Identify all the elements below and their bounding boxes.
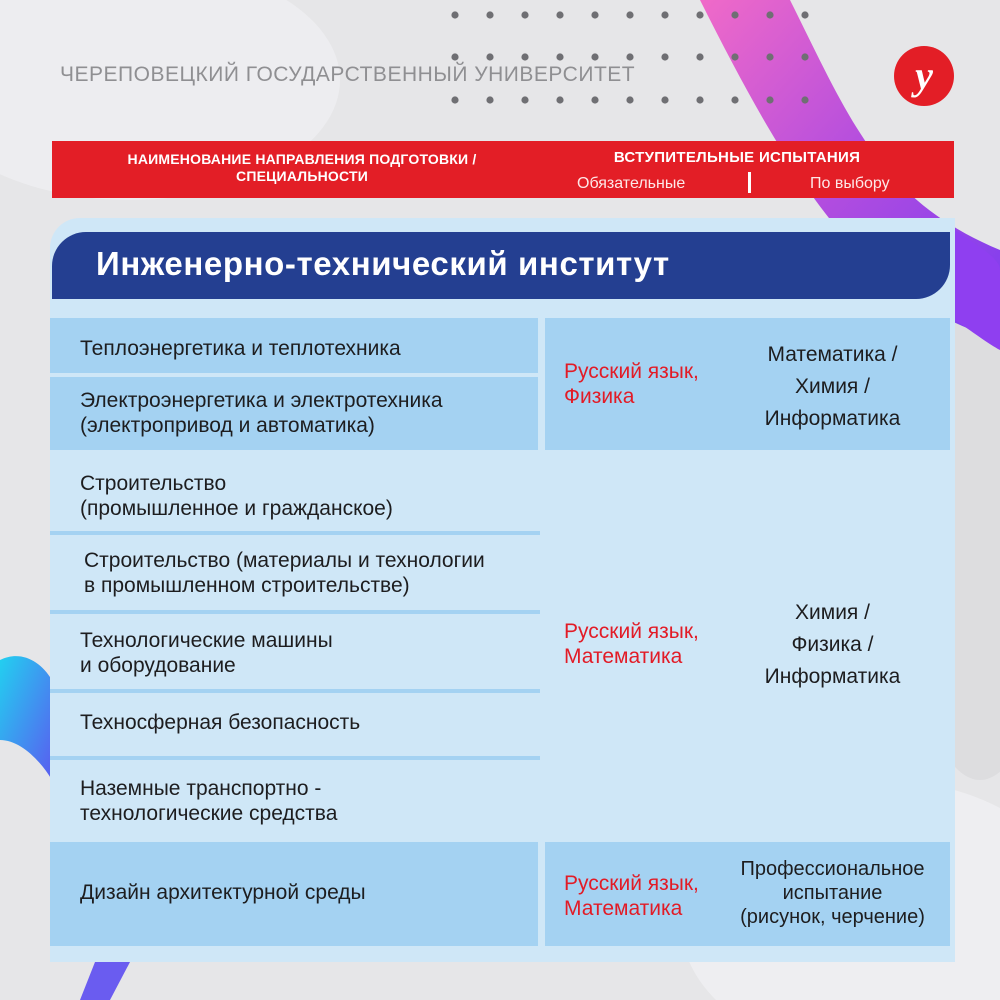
direction-header (52, 151, 552, 185)
specialty-item: Дизайн архитектурной среды (80, 881, 366, 904)
specialty-item: Техносферная безопасность (80, 711, 361, 734)
specialty-item: Теплоэнергетика и теплотехника (80, 337, 401, 360)
mandatory-exams: Русский язык, Физика (564, 360, 699, 408)
specialty-item: Строительство (материалы и технологии в промышленном строительстве) (84, 549, 485, 597)
logo-letter: у (915, 53, 933, 98)
mandatory-exams: Русский язык, Математика (564, 872, 699, 920)
row-separator (50, 756, 540, 760)
university-logo-icon (893, 45, 955, 107)
direction-header-line1: НАИМЕНОВАНИЕ НАПРАВЛЕНИЯ ПОДГОТОВКИ / (127, 151, 477, 167)
direction-header-line2: СПЕЦИАЛЬНОСТИ (236, 168, 368, 184)
institute-title: Инженерно-технический институт (96, 245, 670, 282)
elective-header: По выбору (810, 175, 890, 192)
specialty-item: Строительство (промышленное и гражданское) (80, 472, 393, 520)
elective-exams: Профессиональное испытание (рисунок, черчение) (740, 858, 925, 928)
specialty-item: Технологические машины и оборудование (80, 629, 333, 677)
specialty-item: Наземные транспортно - технологические средства (80, 777, 338, 825)
row-separator (50, 610, 540, 614)
mandatory-header: Обязательные (577, 175, 686, 192)
table-header (52, 141, 954, 198)
specialty-item: Электроэнергетика и электротехника (электропривод и автоматика) (80, 389, 443, 437)
row-separator (50, 531, 540, 535)
university-name: ЧЕРЕПОВЕЦКИЙ ГОСУДАРСТВЕННЫЙ УНИВЕРСИТЕТ (60, 63, 636, 86)
elective-exams: Математика / Химия / Информатика (764, 343, 901, 430)
mandatory-exams: Русский язык, Математика (564, 620, 699, 668)
header-divider (748, 172, 751, 193)
exams-header: ВСТУПИТЕЛЬНЫЕ ИСПЫТАНИЯ (613, 149, 861, 166)
row-separator (50, 689, 540, 693)
elective-exams: Химия / Физика / Информатика (764, 601, 901, 688)
